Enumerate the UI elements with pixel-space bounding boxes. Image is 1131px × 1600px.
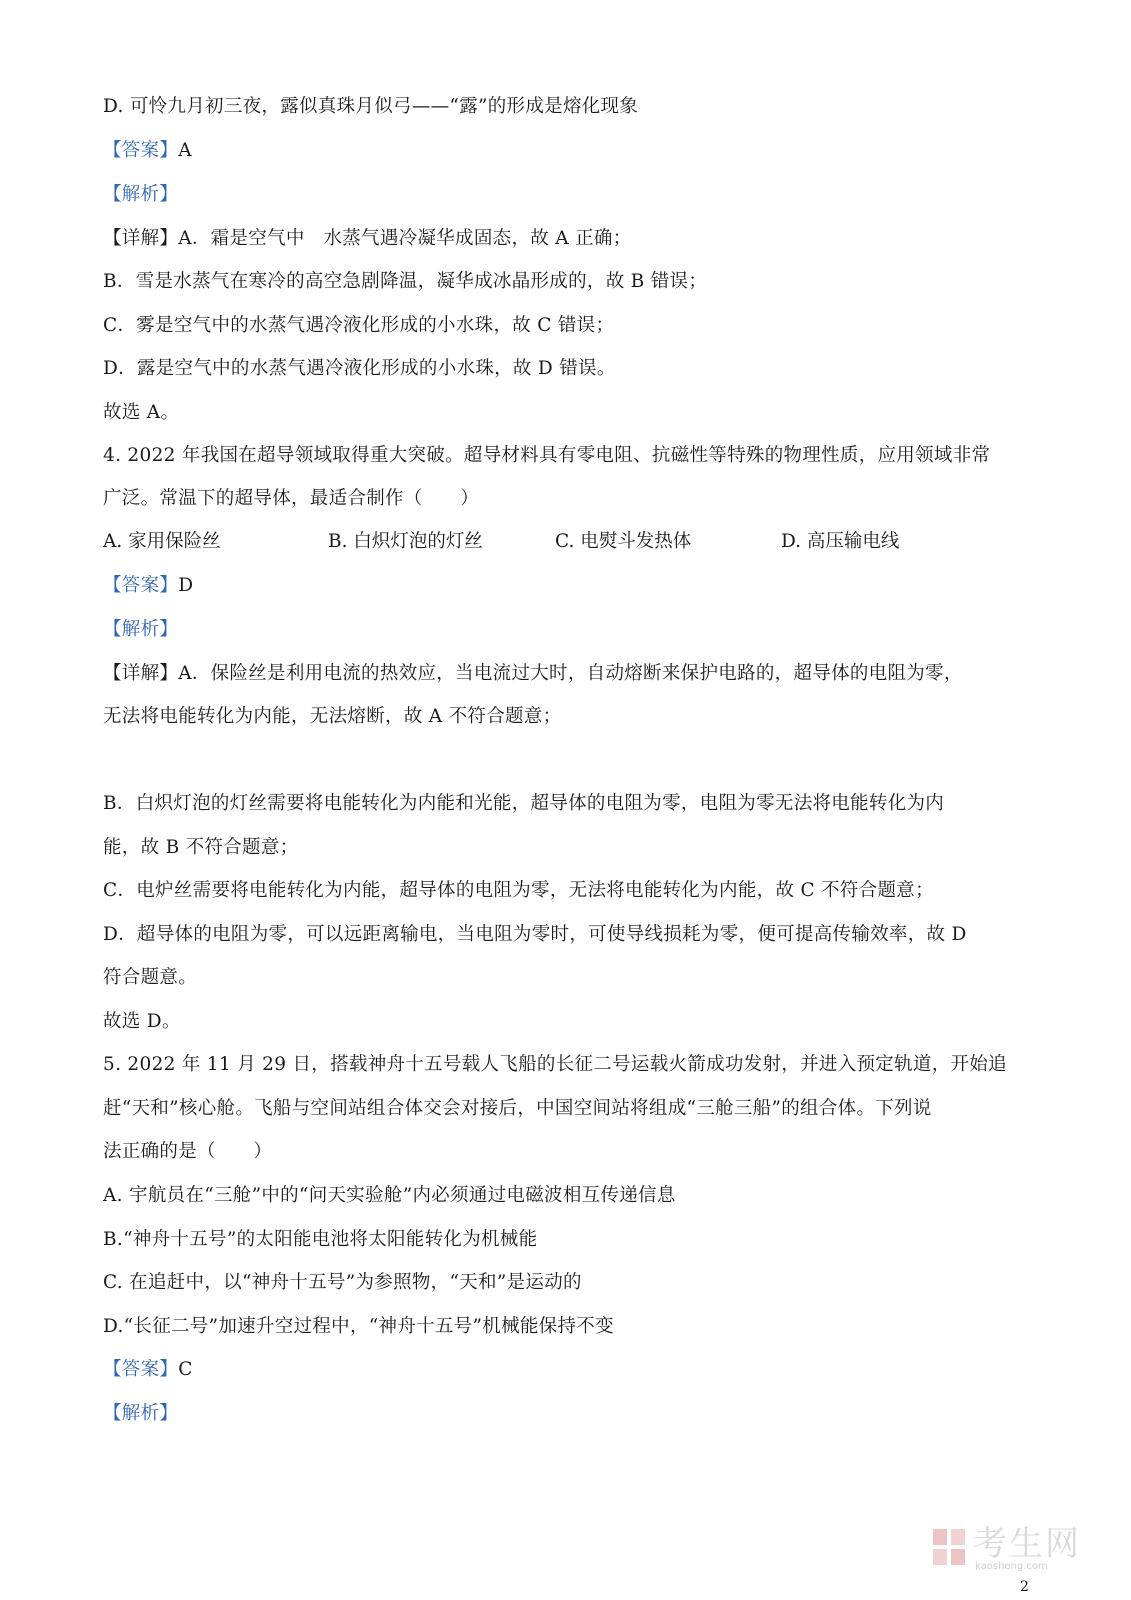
q5-answer xyxy=(103,1358,193,1382)
q4-stem-line-1: 4. 2022 年我国在超导领域取得重大突破。超导材料具有零电阻、抗磁性等特殊的物理性质，应用领域非常 xyxy=(103,445,991,466)
q4-detail-b-line-2: 能，故 B 不符合题意； xyxy=(103,837,299,858)
q3-answer xyxy=(103,139,192,163)
q3-detail-d: D．露是空气中的水蒸气遇冷液化形成的小水珠，故 D 错误。 xyxy=(103,358,616,379)
q5-stem-line-1: 5. 2022 年 11 月 29 日，搭载神舟十五号载人飞船的长征二号运载火箭成功发射，并进入预定轨道，开始追 xyxy=(103,1054,1007,1075)
watermark xyxy=(931,1525,1091,1573)
q5-analysis-heading xyxy=(103,1402,178,1426)
q4-analysis-heading xyxy=(103,618,178,642)
watermark-text: 考生网 xyxy=(973,1524,1081,1564)
analysis-tag: 【解析】 xyxy=(103,619,179,640)
q3-analysis-heading xyxy=(103,183,178,207)
q4-detail-d-line-2: 符合题意。 xyxy=(103,967,198,988)
q5-option-a: A. 宇航员在“三舱”中的“问天实验舱”内必须通过电磁波相互传递信息 xyxy=(103,1185,676,1206)
answer-value: D xyxy=(178,575,194,596)
q5-option-d: D.“长征二号”加速升空过程中，“神舟十五号”机械能保持不变 xyxy=(103,1316,614,1337)
answer-tag: 【答案】 xyxy=(103,575,179,596)
q4-option-d: D. 高压输电线 xyxy=(781,531,900,552)
q4-detail-c: C．电炉丝需要将电能转化为内能，超导体的电阻为零，无法将电能转化为内能，故 C 不符合题意； xyxy=(103,880,934,901)
q4-detail-a-line-2: 无法将电能转化为内能，无法熔断，故 A 不符合题意； xyxy=(103,706,562,727)
q4-answer xyxy=(103,574,193,598)
q3-detail-b: B．雪是水蒸气在寒冷的高空急剧降温，凝华成冰晶形成的，故 B 错误； xyxy=(103,271,708,292)
q4-stem-line-2: 广泛。常温下的超导体，最适合制作（ ） xyxy=(103,488,480,509)
q3-conclusion: 故选 A。 xyxy=(103,402,180,423)
answer-value: C xyxy=(178,1359,193,1380)
q4-detail-b-line-1: B．白炽灯泡的灯丝需要将电能转化为内能和光能，超导体的电阻为零，电阻为零无法将电能转化为内 xyxy=(103,793,945,814)
answer-tag: 【答案】 xyxy=(103,140,179,161)
watermark-url: kaosheng.com xyxy=(975,1561,1048,1572)
page-number: 2 xyxy=(1020,1579,1029,1595)
q5-option-c: C. 在追赶中，以“神舟十五号”为参照物，“天和”是运动的 xyxy=(103,1272,582,1293)
answer-tag: 【答案】 xyxy=(103,1359,179,1380)
q4-option-b: B. 白炽灯泡的灯丝 xyxy=(328,531,483,552)
kaosheng-logo-icon xyxy=(931,1527,967,1567)
analysis-tag: 【解析】 xyxy=(103,1403,179,1424)
q4-option-c: C. 电熨斗发热体 xyxy=(555,531,692,552)
q4-conclusion: 故选 D。 xyxy=(103,1011,181,1032)
q4-options xyxy=(103,530,1023,554)
q3-option-d: D. 可怜九月初三夜，露似真珠月似弓——“露”的形成是熔化现象 xyxy=(103,96,639,117)
q4-option-a: A. 家用保险丝 xyxy=(103,531,221,552)
q5-stem-line-3: 法正确的是（ ） xyxy=(103,1141,273,1162)
q3-detail-a: 【详解】A．霜是空气中 水蒸气遇冷凝华成固态，故 A 正确； xyxy=(103,228,632,249)
q4-detail-d-line-1: D．超导体的电阻为零，可以远距离输电，当电阻为零时，可使导线损耗为零，便可提高传输效率，故 D xyxy=(103,924,967,945)
q5-option-b: B.“神舟十五号”的太阳能电池将太阳能转化为机械能 xyxy=(103,1229,538,1250)
analysis-tag: 【解析】 xyxy=(103,184,179,205)
answer-value: A xyxy=(178,140,192,161)
q3-detail-c: C．雾是空气中的水蒸气遇冷液化形成的小水珠，故 C 错误； xyxy=(103,315,615,336)
q4-detail-a-line-1: 【详解】A．保险丝是利用电流的热效应，当电流过大时，自动熔断来保护电路的，超导体的电阻为零， xyxy=(103,663,963,684)
q5-stem-line-2: 赶“天和”核心舱。飞船与空间站组合体交会对接后，中国空间站将组成“三舱三船”的组合体。下列说 xyxy=(103,1098,932,1119)
